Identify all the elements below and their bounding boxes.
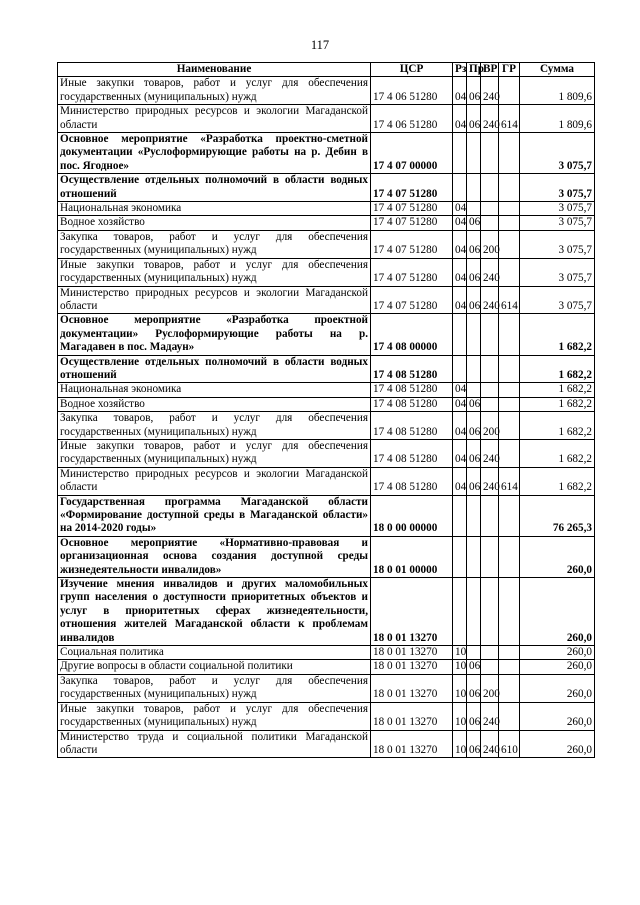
cell-gr — [499, 578, 520, 646]
table-row — [58, 412, 595, 440]
table-row — [58, 439, 595, 467]
cell-gr — [499, 646, 520, 660]
cell-name: Закупка товаров, работ и услуг для обеспечения государственных (муниципальных) нужд — [58, 230, 371, 258]
cell-name: Изучение мнения инвалидов и других маломобильных групп населения о доступности приоритетных объектов и услуг в приоритетных сферах жизнедеятельности, отношения жителей Магаданской области к проблемам инвалидов — [58, 578, 371, 646]
cell-vr — [481, 174, 499, 202]
cell-vr — [481, 495, 499, 536]
cell-name: Министерство природных ресурсов и экологии Магаданской области — [58, 105, 371, 133]
cell-name: Осуществление отдельных полномочий в области водных отношений — [58, 174, 371, 202]
cell-name: Основное мероприятие «Разработка проектно-сметной документации «Руслоформирующие работы на р. Дебин в пос. Ягодное» — [58, 133, 371, 174]
cell-pr: 06 — [467, 230, 481, 258]
cell-name: Национальная экономика — [58, 383, 371, 397]
cell-vr — [481, 536, 499, 577]
cell-name: Министерство труда и социальной политики Магаданской области — [58, 730, 371, 758]
cell-csr: 17 4 08 00000 — [371, 314, 453, 355]
cell-gr — [499, 674, 520, 702]
cell-sum: 76 265,3 — [520, 495, 595, 536]
header-csr: ЦСР — [371, 63, 453, 77]
cell-sum: 260,0 — [520, 578, 595, 646]
cell-vr — [481, 355, 499, 383]
cell-rz: 10 — [453, 702, 467, 730]
cell-pr: 06 — [467, 397, 481, 411]
cell-rz — [453, 133, 467, 174]
cell-pr — [467, 174, 481, 202]
cell-rz — [453, 174, 467, 202]
cell-name: Водное хозяйство — [58, 216, 371, 230]
cell-pr: 06 — [467, 439, 481, 467]
cell-name: Министерство природных ресурсов и экологии Магаданской области — [58, 467, 371, 495]
cell-vr: 240 — [481, 258, 499, 286]
cell-rz: 04 — [453, 383, 467, 397]
cell-vr — [481, 216, 499, 230]
cell-rz — [453, 355, 467, 383]
cell-csr: 17 4 07 51280 — [371, 286, 453, 314]
cell-pr — [467, 646, 481, 660]
cell-rz: 04 — [453, 77, 467, 105]
cell-csr: 18 0 00 00000 — [371, 495, 453, 536]
table-row — [58, 646, 595, 660]
cell-pr — [467, 495, 481, 536]
cell-sum: 3 075,7 — [520, 258, 595, 286]
table-row — [58, 355, 595, 383]
cell-sum: 3 075,7 — [520, 133, 595, 174]
cell-sum: 1 682,2 — [520, 314, 595, 355]
header-sum: Сумма — [520, 63, 595, 77]
cell-gr — [499, 536, 520, 577]
cell-gr: 614 — [499, 286, 520, 314]
cell-rz: 10 — [453, 660, 467, 674]
cell-pr — [467, 578, 481, 646]
cell-pr: 06 — [467, 258, 481, 286]
cell-sum: 1 682,2 — [520, 439, 595, 467]
cell-pr: 06 — [467, 467, 481, 495]
cell-sum: 1 682,2 — [520, 412, 595, 440]
cell-rz: 04 — [453, 467, 467, 495]
table-row — [58, 536, 595, 577]
table-row — [58, 216, 595, 230]
header-name: Наименование — [58, 63, 371, 77]
cell-sum: 3 075,7 — [520, 216, 595, 230]
cell-pr — [467, 355, 481, 383]
table-header-row — [58, 63, 595, 77]
cell-rz: 10 — [453, 674, 467, 702]
cell-name: Водное хозяйство — [58, 397, 371, 411]
table-row — [58, 230, 595, 258]
cell-vr: 200 — [481, 230, 499, 258]
cell-pr — [467, 314, 481, 355]
cell-rz — [453, 536, 467, 577]
cell-name: Основное мероприятие «Разработка проектной документации» Руслоформирующие работы на р. Магадавен в пос. Мадаун» — [58, 314, 371, 355]
cell-csr: 17 4 07 51280 — [371, 230, 453, 258]
cell-sum: 260,0 — [520, 660, 595, 674]
cell-sum: 260,0 — [520, 702, 595, 730]
cell-pr: 06 — [467, 660, 481, 674]
cell-gr — [499, 216, 520, 230]
cell-vr: 240 — [481, 467, 499, 495]
table-row — [58, 702, 595, 730]
cell-gr — [499, 230, 520, 258]
table-row — [58, 105, 595, 133]
cell-vr: 200 — [481, 412, 499, 440]
cell-csr: 17 4 08 51280 — [371, 467, 453, 495]
cell-name: Министерство природных ресурсов и экологии Магаданской области — [58, 286, 371, 314]
cell-csr: 18 0 01 13270 — [371, 702, 453, 730]
cell-vr — [481, 646, 499, 660]
page-number: 117 — [310, 38, 330, 52]
cell-name: Иные закупки товаров, работ и услуг для обеспечения государственных (муниципальных) нужд — [58, 702, 371, 730]
budget-table — [57, 62, 595, 758]
cell-vr — [481, 133, 499, 174]
cell-vr: 240 — [481, 730, 499, 758]
cell-csr: 17 4 07 51280 — [371, 174, 453, 202]
cell-gr: 614 — [499, 105, 520, 133]
cell-rz: 04 — [453, 286, 467, 314]
cell-sum: 1 809,6 — [520, 77, 595, 105]
cell-csr: 18 0 01 13270 — [371, 578, 453, 646]
cell-rz: 04 — [453, 216, 467, 230]
cell-rz — [453, 314, 467, 355]
table-row — [58, 314, 595, 355]
table-row — [58, 174, 595, 202]
cell-sum: 3 075,7 — [520, 174, 595, 202]
cell-name: Другие вопросы в области социальной политики — [58, 660, 371, 674]
table-row — [58, 133, 595, 174]
cell-sum: 3 075,7 — [520, 286, 595, 314]
cell-rz: 04 — [453, 412, 467, 440]
cell-sum: 260,0 — [520, 674, 595, 702]
header-gr: ГР — [499, 63, 520, 77]
table-row — [58, 77, 595, 105]
cell-csr: 17 4 08 51280 — [371, 355, 453, 383]
cell-gr — [499, 495, 520, 536]
cell-pr: 06 — [467, 702, 481, 730]
cell-pr: 06 — [467, 730, 481, 758]
cell-pr — [467, 133, 481, 174]
cell-name: Иные закупки товаров, работ и услуг для обеспечения государственных (муниципальных) нужд — [58, 439, 371, 467]
cell-name: Иные закупки товаров, работ и услуг для обеспечения государственных (муниципальных) нужд — [58, 258, 371, 286]
cell-csr: 18 0 01 13270 — [371, 674, 453, 702]
cell-pr: 06 — [467, 105, 481, 133]
cell-csr: 18 0 01 13270 — [371, 646, 453, 660]
table-row — [58, 383, 595, 397]
cell-gr: 614 — [499, 467, 520, 495]
cell-rz: 04 — [453, 202, 467, 216]
table-row — [58, 258, 595, 286]
cell-name: Иные закупки товаров, работ и услуг для обеспечения государственных (муниципальных) нужд — [58, 77, 371, 105]
cell-csr: 17 4 07 00000 — [371, 133, 453, 174]
cell-vr: 240 — [481, 105, 499, 133]
cell-gr — [499, 660, 520, 674]
table-row — [58, 467, 595, 495]
cell-name: Осуществление отдельных полномочий в области водных отношений — [58, 355, 371, 383]
cell-sum: 1 809,6 — [520, 105, 595, 133]
table-row — [58, 674, 595, 702]
cell-csr: 17 4 07 51280 — [371, 216, 453, 230]
cell-sum: 3 075,7 — [520, 230, 595, 258]
cell-pr: 06 — [467, 216, 481, 230]
cell-vr — [481, 660, 499, 674]
cell-vr: 240 — [481, 77, 499, 105]
cell-gr — [499, 258, 520, 286]
cell-pr: 06 — [467, 286, 481, 314]
cell-pr: 06 — [467, 412, 481, 440]
cell-gr — [499, 355, 520, 383]
cell-gr: 610 — [499, 730, 520, 758]
cell-sum: 260,0 — [520, 730, 595, 758]
cell-pr — [467, 536, 481, 577]
cell-rz: 10 — [453, 646, 467, 660]
table-row — [58, 578, 595, 646]
cell-csr: 17 4 08 51280 — [371, 412, 453, 440]
cell-sum: 1 682,2 — [520, 355, 595, 383]
cell-rz — [453, 578, 467, 646]
cell-gr — [499, 202, 520, 216]
cell-name: Национальная экономика — [58, 202, 371, 216]
cell-csr: 17 4 07 51280 — [371, 202, 453, 216]
cell-pr: 06 — [467, 674, 481, 702]
table-row — [58, 660, 595, 674]
cell-rz: 04 — [453, 105, 467, 133]
cell-csr: 17 4 06 51280 — [371, 77, 453, 105]
cell-csr: 18 0 01 00000 — [371, 536, 453, 577]
cell-csr: 17 4 08 51280 — [371, 383, 453, 397]
cell-csr: 17 4 08 51280 — [371, 397, 453, 411]
cell-vr — [481, 397, 499, 411]
cell-csr: 18 0 01 13270 — [371, 660, 453, 674]
cell-name: Закупка товаров, работ и услуг для обеспечения государственных (муниципальных) нужд — [58, 674, 371, 702]
cell-vr: 200 — [481, 674, 499, 702]
cell-gr — [499, 702, 520, 730]
cell-vr: 240 — [481, 439, 499, 467]
cell-rz: 04 — [453, 439, 467, 467]
cell-csr: 18 0 01 13270 — [371, 730, 453, 758]
cell-sum: 260,0 — [520, 536, 595, 577]
cell-csr: 17 4 06 51280 — [371, 105, 453, 133]
header-rz: Рз — [453, 63, 467, 77]
cell-csr: 17 4 08 51280 — [371, 439, 453, 467]
cell-name: Основное мероприятие «Нормативно-правовая и организационная основа создания доступной среды жизнедеятельности инвалидов» — [58, 536, 371, 577]
cell-vr — [481, 578, 499, 646]
cell-sum: 260,0 — [520, 646, 595, 660]
cell-gr — [499, 439, 520, 467]
table-row — [58, 730, 595, 758]
cell-gr — [499, 314, 520, 355]
cell-pr: 06 — [467, 77, 481, 105]
cell-vr: 240 — [481, 702, 499, 730]
cell-name: Социальная политика — [58, 646, 371, 660]
header-pr: Пр — [467, 63, 481, 77]
cell-gr — [499, 77, 520, 105]
cell-vr: 240 — [481, 286, 499, 314]
cell-rz: 04 — [453, 397, 467, 411]
cell-rz: 04 — [453, 258, 467, 286]
cell-rz — [453, 495, 467, 536]
table-row — [58, 202, 595, 216]
table-row — [58, 495, 595, 536]
cell-vr — [481, 314, 499, 355]
cell-name: Государственная программа Магаданской области «Формирование доступной среды в Магаданской области» на 2014-2020 годы» — [58, 495, 371, 536]
cell-vr — [481, 202, 499, 216]
cell-rz: 10 — [453, 730, 467, 758]
cell-pr — [467, 383, 481, 397]
cell-sum: 3 075,7 — [520, 202, 595, 216]
cell-gr — [499, 174, 520, 202]
cell-name: Закупка товаров, работ и услуг для обеспечения государственных (муниципальных) нужд — [58, 412, 371, 440]
cell-sum: 1 682,2 — [520, 397, 595, 411]
cell-pr — [467, 202, 481, 216]
cell-sum: 1 682,2 — [520, 383, 595, 397]
cell-gr — [499, 383, 520, 397]
cell-rz: 04 — [453, 230, 467, 258]
cell-gr — [499, 397, 520, 411]
table-body — [58, 77, 595, 758]
cell-sum: 1 682,2 — [520, 467, 595, 495]
table-row — [58, 286, 595, 314]
cell-csr: 17 4 07 51280 — [371, 258, 453, 286]
cell-gr — [499, 412, 520, 440]
cell-vr — [481, 383, 499, 397]
header-vr: ВР — [481, 63, 499, 77]
cell-gr — [499, 133, 520, 174]
table-row — [58, 397, 595, 411]
